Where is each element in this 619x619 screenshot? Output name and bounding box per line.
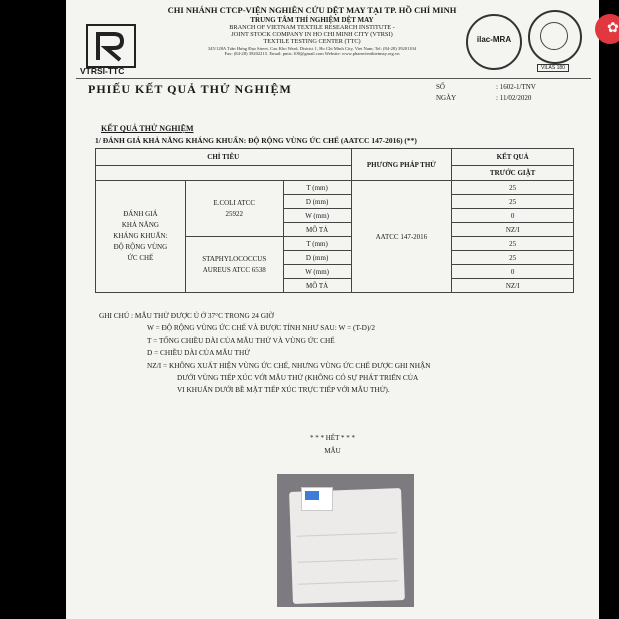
ngay-label: NGÀY — [436, 94, 457, 103]
organism-ecoli: E.COLI ATCC 25922 — [185, 181, 283, 237]
header-line-2: TRUNG TÂM THÍ NGHIỆM DỆT MAY — [250, 15, 374, 24]
result-cell: 0 — [452, 209, 574, 223]
flower-icon: ✿ — [607, 20, 619, 36]
note-line: T = TỔNG CHIỀU DÀI CỦA MẪU THỬ VÀ VÙNG ỨC CHẾ — [147, 335, 335, 345]
table-header-row-2 — [96, 166, 574, 181]
param-cell: W (mm) — [283, 209, 351, 223]
notes-block — [99, 310, 431, 397]
sample-label — [301, 487, 333, 511]
result-cell: 25 — [452, 237, 574, 251]
result-cell: NZ/I — [452, 223, 574, 237]
vilas-label: VILAS 180 — [537, 64, 569, 72]
r-logo-icon — [88, 26, 134, 66]
test-report-page — [66, 0, 599, 619]
header-line-3: BRANCH OF VIETNAM TEXTILE RESEARCH INSTITUTE - — [229, 23, 395, 31]
row-group-label: ĐÁNH GIÁ KHẢ NĂNG KHÁNG KHUẨN: ĐỘ RỘNG VÙNG ỨC CHẾ — [96, 181, 186, 293]
section-heading: KẾT QUẢ THỬ NGHIỆM — [101, 124, 194, 133]
param-cell: W (mm) — [283, 265, 351, 279]
table-header-row — [96, 149, 574, 166]
vtrsi-logo — [86, 24, 136, 68]
result-cell: 0 — [452, 265, 574, 279]
result-cell: NZ/I — [452, 279, 574, 293]
results-table — [95, 148, 574, 293]
blue-sticker — [305, 491, 319, 500]
institute-header — [152, 6, 472, 56]
so-label: SỐ — [436, 83, 445, 91]
result-cell: 25 — [452, 251, 574, 265]
note-line: W = ĐỘ RỘNG VÙNG ỨC CHẾ VÀ ĐƯỢC TÍNH NHƯ SAU: W = (T-D)/2 — [147, 323, 376, 333]
note-line: NZ/I = KHÔNG XUẤT HIỆN VÙNG ỨC CHẾ, NHƯNG VÙNG ỨC CHẾ ĐƯỢC GHI NHẬN — [147, 360, 431, 370]
param-cell: MÔ TẢ — [283, 223, 351, 237]
note-line: VI KHUẨN DƯỚI BỀ MẶT TIẾP XÚC TRỰC TIẾP VỚI MẪU THỬ). — [177, 385, 390, 395]
section-subheading: 1/ ĐÁNH GIÁ KHẢ NĂNG KHÁNG KHUẨN: ĐỘ RỘNG VÙNG ỨC CHẾ (AATCC 147-2016) (**) — [95, 136, 417, 145]
chi-tieu-blank — [96, 166, 352, 181]
ngay-value: 11/02/2020 — [499, 94, 532, 103]
result-cell: 25 — [452, 195, 574, 209]
logo-text: VTRSI-TTC — [80, 66, 125, 76]
ilac-mra-seal: ilac-MRA — [466, 14, 522, 70]
het-marker: * * * HẾT * * * — [310, 434, 355, 442]
param-cell: D (mm) — [283, 251, 351, 265]
table-row — [96, 181, 574, 195]
param-cell: D (mm) — [283, 195, 351, 209]
sample-photo — [277, 474, 414, 607]
col-ket-qua: KẾT QUẢ — [452, 149, 574, 166]
param-cell: T (mm) — [283, 237, 351, 251]
header-contact: Fax: (84-28) 39202215. Email: pnttc.100@gmail.com Website: www.phamvienthietmay.org.vn — [224, 50, 400, 56]
report-title: PHIẾU KẾT QUẢ THỬ NGHIỆM — [88, 82, 292, 96]
end-block — [66, 432, 599, 459]
accreditation-seal — [528, 10, 582, 64]
col-phuong-phap: PHƯƠNG PHÁP THỬ — [351, 149, 452, 181]
param-cell: T (mm) — [283, 181, 351, 195]
header-address: 345/128A Trần Hưng Đạo Street, Cau Kho Ward, District 1, Ho Chi Minh City, Viet Nam; Tel: (84-28) 39201104 — [207, 45, 417, 51]
right-side-bar — [599, 0, 619, 619]
header-line-5: TEXTILE TESTING CENTER (TTC) — [263, 38, 361, 46]
accreditation-seal-icon — [540, 22, 568, 50]
note-line: DƯỚI VÙNG TIẾP XÚC VỚI MẪU THỬ (KHÔNG CÓ SỰ PHÁT TRIỂN CỦA — [177, 372, 419, 382]
header-divider — [76, 78, 591, 79]
param-cell: MÔ TẢ — [283, 279, 351, 293]
so-value: 1602-1/TNV — [499, 83, 536, 91]
mau-label: MẪU — [324, 447, 341, 456]
result-cell: 25 — [452, 181, 574, 195]
col-chi-tieu: CHỈ TIÊU — [96, 149, 352, 166]
organism-staph: STAPHYLOCOCCUS AUREUS ATCC 6538 — [185, 237, 283, 293]
header-line-1: CHI NHÁNH CTCP-VIỆN NGHIÊN CỨU DỆT MAY TẠI TP. HỒ CHÍ MINH — [167, 5, 457, 15]
report-meta: SỐ : 1602-1/TNV NGÀY : 11/02/2020 — [436, 82, 536, 104]
col-truoc-giat: TRƯỚC GIẶT — [452, 166, 574, 181]
note-line: GHI CHÚ : MẪU THỬ ĐƯỢC Ủ Ở 37°C TRONG 24 GIỜ — [99, 311, 274, 320]
header-line-4: JOINT STOCK COMPANY IN HO CHI MINH CITY (VTRSI) — [231, 31, 393, 39]
note-line: D = CHIỀU DÀI CỦA MẪU THỬ — [147, 348, 250, 358]
method-cell: AATCC 147-2016 — [351, 181, 452, 293]
